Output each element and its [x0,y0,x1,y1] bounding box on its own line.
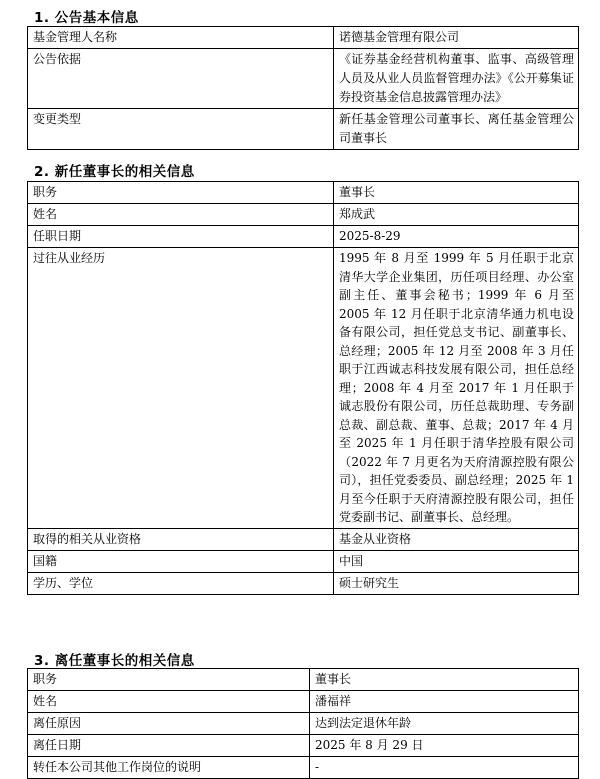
table-row [28,528,579,550]
table-row [28,204,579,226]
row-value: 2025 年 8 月 29 日 [310,735,579,757]
row-value: 潘福祥 [310,691,579,713]
row-label: 公告依据 [28,49,334,109]
table-row [28,572,579,594]
row-label: 国籍 [28,550,334,572]
row-value: 达到法定退休年龄 [310,713,579,735]
row-label: 离任日期 [28,735,310,757]
row-label: 转任本公司其他工作岗位的说明 [28,757,310,779]
row-label: 职务 [28,182,334,204]
row-label: 学历、学位 [28,572,334,594]
row-label: 职务 [28,669,310,691]
table-row [28,735,579,757]
row-value: 基金从业资格 [334,528,579,550]
row-label: 过往从业经历 [28,248,334,529]
row-value: 新任基金管理公司董事长、离任基金管理公司董事长 [334,109,579,150]
table-row [28,691,579,713]
section-1-title: 1. 公告基本信息 [34,10,139,26]
table-row [28,669,579,691]
row-value: 2025-8-29 [334,226,579,248]
row-label: 基金管理人名称 [28,27,334,49]
row-value: 董事长 [310,669,579,691]
row-value: 硕士研究生 [334,572,579,594]
basic-info-table [27,26,579,150]
table-row [28,550,579,572]
row-value: - [310,757,579,779]
row-value: 董事长 [334,182,579,204]
row-label: 姓名 [28,204,334,226]
row-label: 姓名 [28,691,310,713]
row-label: 取得的相关从业资格 [28,528,334,550]
row-value: 诺德基金管理有限公司 [334,27,579,49]
row-label: 离任原因 [28,713,310,735]
table-row [28,757,579,779]
row-value: 中国 [334,550,579,572]
departing-chairman-table [27,668,579,779]
section-2-title: 2. 新任董事长的相关信息 [34,164,195,180]
row-label: 任职日期 [28,226,334,248]
row-value: 1995 年 8 月至 1999 年 5 月任职于北京清华大学企业集团，历任项目经理、办公室副主任、董事会秘书；1999 年 6 月至 2005 年 12 月任职于北京清华通力机电设备有限公司，担任党总支书记、副董事长、总经理；2005 年 12 月至 2008 年 3 月任职于江西诚志科技发展有限公司，担任总经理；2008 年 4 月至 2017 年 1 月任职于诚志股份有限公司，历任总裁助理、专务副总裁、副总裁、董事、总裁；2017 年 4 月至 2025 年 1 月任职于清华控股有限公司（2022 年 7 月更名为天府清源控股有限公司），担任党委委员、副总经理；2025 年 1 月至今任职于天府清源控股有限公司，担任党委副书记、副董事长、总经理。 [334,248,579,529]
row-value: 《证券基金经营机构董事、监事、高级管理人员及从业人员监督管理办法》《公开募集证券投资基金信息披露管理办法》 [334,49,579,109]
table-row [28,27,579,49]
table-row [28,713,579,735]
table-row [28,182,579,204]
section-3-title: 3. 离任董事长的相关信息 [34,653,195,669]
table-row [28,248,579,529]
row-value: 郑成武 [334,204,579,226]
new-chairman-table [27,181,579,595]
table-row [28,226,579,248]
row-label: 变更类型 [28,109,334,150]
table-row [28,109,579,150]
table-row [28,49,579,109]
